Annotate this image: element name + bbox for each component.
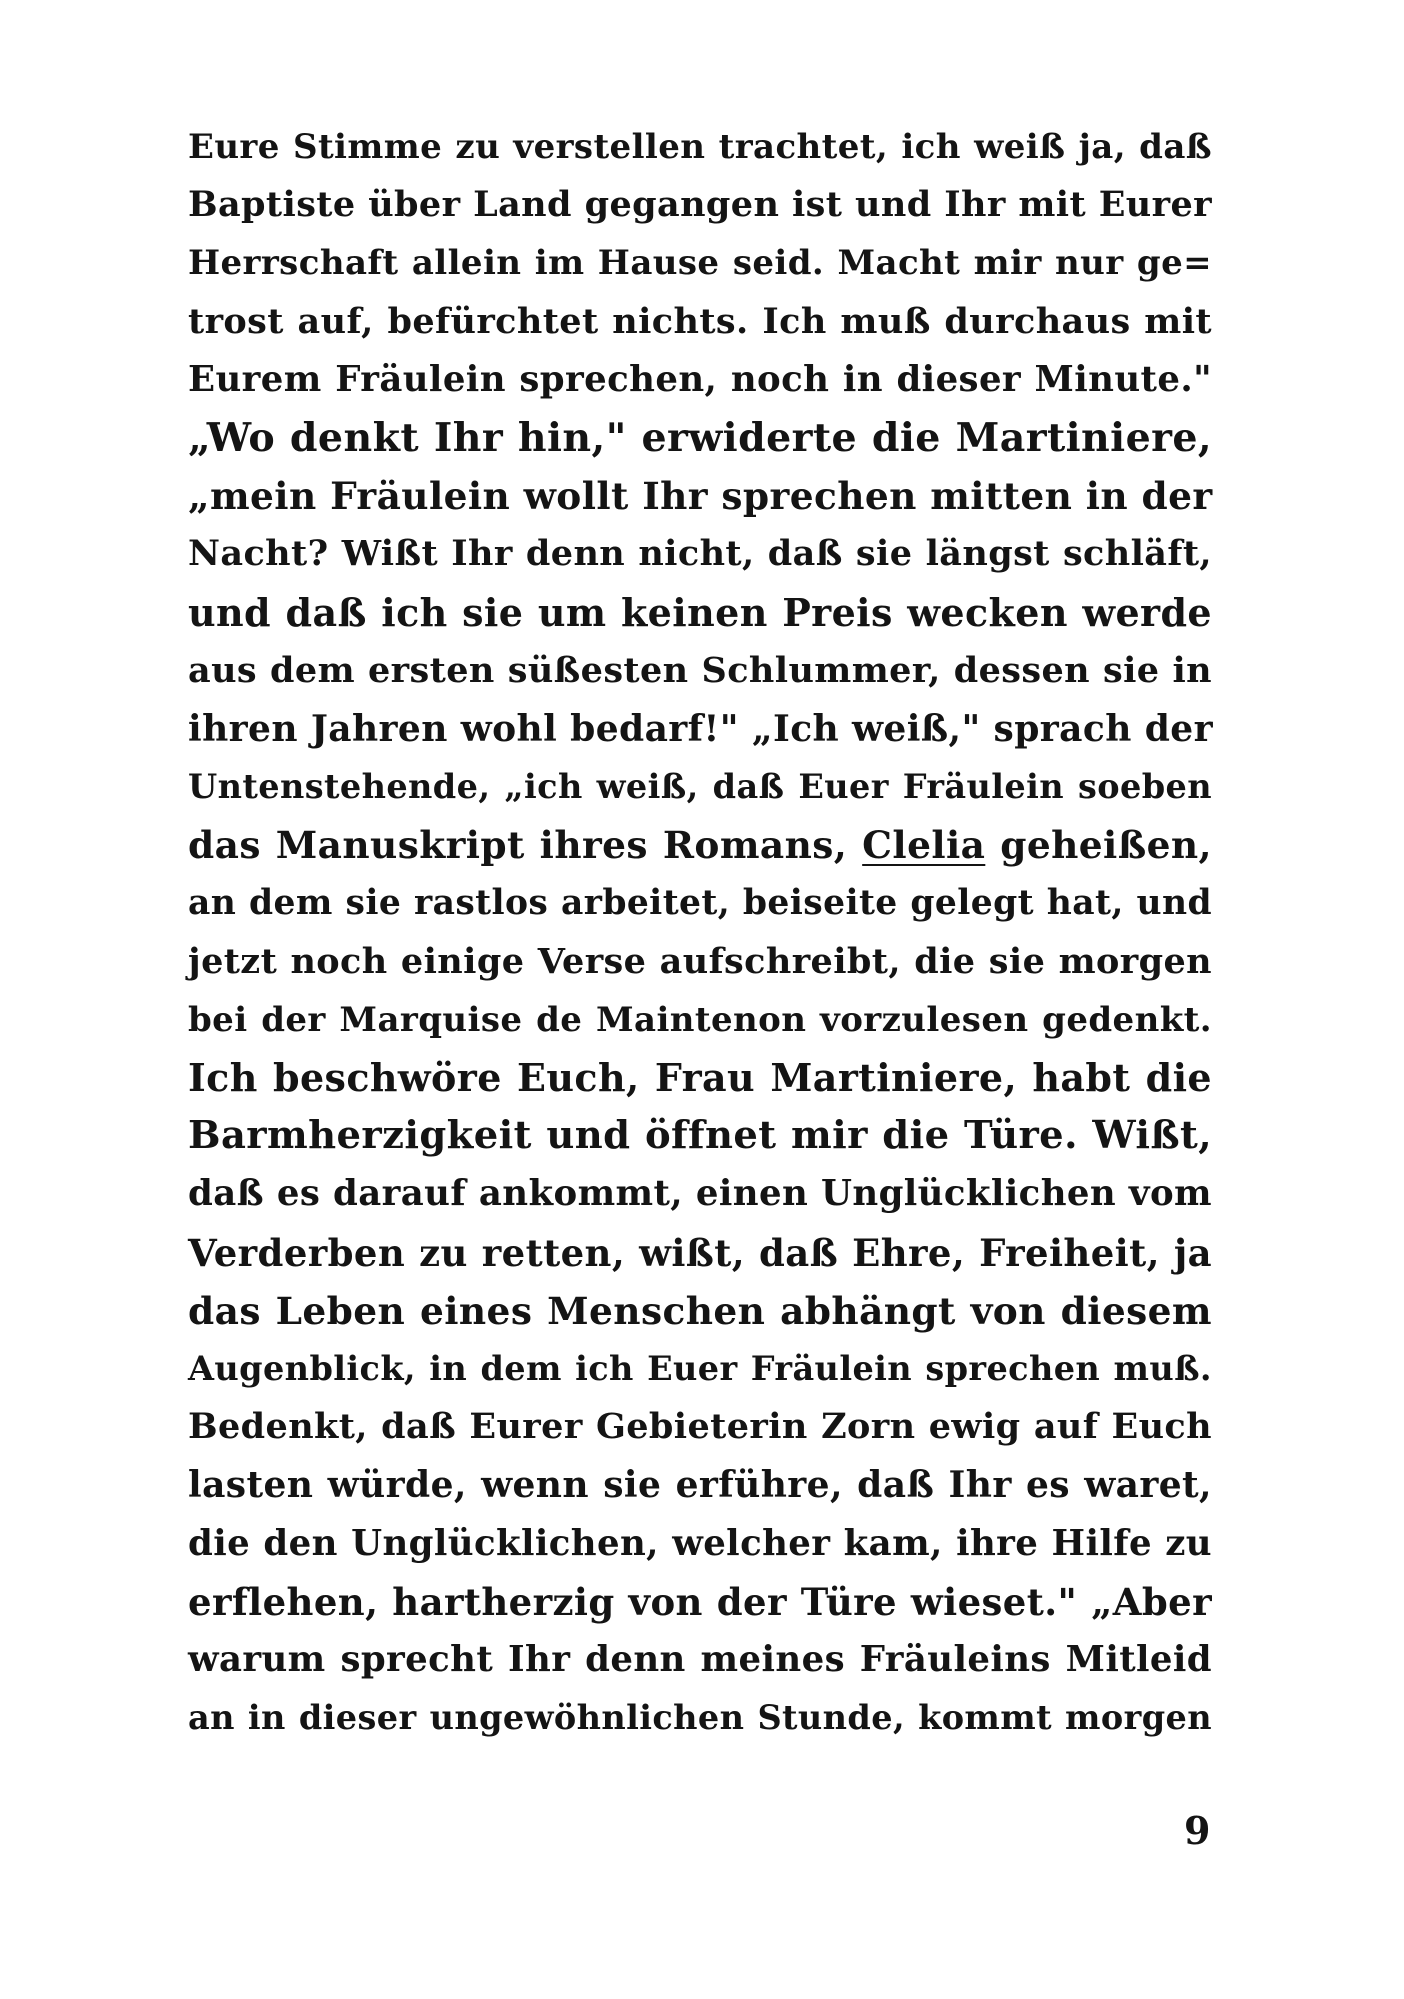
text-line: Eurem Fräulein sprechen, noch in dieser Minute." bbox=[188, 358, 1212, 400]
text-line: jetzt noch einige Verse aufschreibt, die sie morgen bbox=[188, 940, 1212, 982]
text-line: Baptiste über Land gegangen ist und Ihr mit Eurer bbox=[188, 184, 1212, 226]
text-line: bei der Marquise de Maintenon vorzulesen gedenkt. bbox=[188, 999, 1212, 1040]
text-line: Herrschaft allein im Hause seid. Macht mir nur ge= bbox=[188, 243, 1212, 284]
text-line: die den Unglücklichen, welcher kam, ihre Hilfe zu bbox=[188, 1522, 1212, 1564]
text-line: Barmherzigkeit und öffnet mir die Türe. Wißt, bbox=[188, 1113, 1212, 1159]
text-line: an dem sie rastlos arbeitet, beiseite gelegt hat, und bbox=[188, 883, 1212, 924]
text-line: daß es darauf ankommt, einen Unglücklichen vom bbox=[188, 1173, 1212, 1215]
novel-title-underlined: Clelia bbox=[862, 823, 986, 868]
text-line: Ich beschwöre Euch, Frau Martiniere, habt die bbox=[188, 1055, 1212, 1100]
text-line: trost auf, befürchtet nichts. Ich muß durchaus mit bbox=[188, 300, 1212, 342]
text-line: aus dem ersten süßesten Schlummer, dessen sie in bbox=[188, 649, 1212, 691]
text-line: Augenblick, in dem ich Euer Fräulein sprechen muß. bbox=[188, 1348, 1212, 1388]
page-number: 9 bbox=[1184, 1808, 1211, 1853]
text-line: erflehen, hartherzig von der Türe wieset." „Aber bbox=[188, 1579, 1212, 1624]
text-line: „mein Fräulein wollt Ihr sprechen mitten in der bbox=[188, 474, 1213, 519]
text-line-with-title bbox=[188, 816, 1212, 874]
line-text-after: geheißen, bbox=[1000, 823, 1212, 868]
text-line: „Wo denkt Ihr hin," erwiderte die Martiniere, bbox=[188, 414, 1212, 461]
text-line: warum sprecht Ihr denn meines Fräuleins Mitleid bbox=[188, 1638, 1212, 1680]
text-line: Untenstehende, „ich weiß, daß Euer Fräulein soeben bbox=[188, 767, 1212, 807]
text-line: ihren Jahren wohl bedarf!" „Ich weiß," sprach der bbox=[188, 707, 1213, 750]
text-line: und daß ich sie um keinen Preis wecken werde bbox=[188, 589, 1212, 635]
body-text bbox=[188, 118, 1212, 1747]
text-line: lasten würde, wenn sie erführe, daß Ihr es waret, bbox=[188, 1464, 1212, 1507]
text-line: das Leben eines Menschen abhängt von diesem bbox=[188, 1288, 1212, 1333]
text-line: Nacht? Wißt Ihr denn nicht, daß sie längst schläft, bbox=[188, 533, 1212, 575]
line-text-before: das Manuskript ihres Romans, bbox=[188, 823, 848, 868]
text-line: an in dieser ungewöhnlichen Stunde, kommt morgen bbox=[188, 1698, 1212, 1738]
text-line: Verderben zu retten, wißt, daß Ehre, Freiheit, ja bbox=[188, 1230, 1212, 1275]
text-line: Bedenkt, daß Eurer Gebieterin Zorn ewig auf Euch bbox=[188, 1406, 1212, 1448]
text-line: Eure Stimme zu verstellen trachtet, ich weiß ja, daß bbox=[188, 127, 1212, 167]
